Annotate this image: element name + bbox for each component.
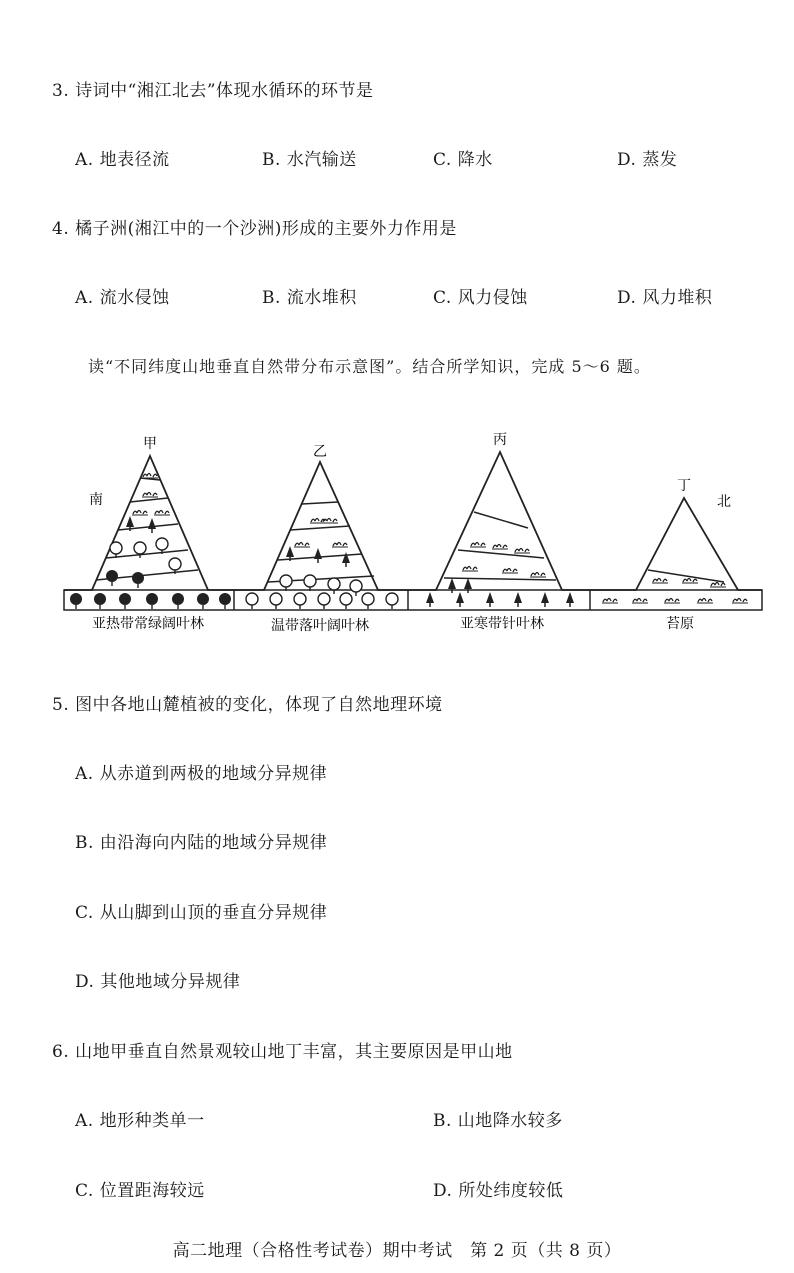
q4-option-c[interactable]: C. 风力侵蚀: [433, 288, 528, 308]
zone-label-subtropical: 亚热带常绿阔叶林: [92, 616, 204, 632]
vertical-zone-figure: [0, 420, 794, 665]
zone-label-tundra: 苔原: [666, 616, 694, 632]
q6-option-d[interactable]: D. 所处纬度较低: [433, 1181, 564, 1201]
zone-label-temperate: 温带落叶阔叶林: [271, 618, 369, 634]
q4-option-a[interactable]: A. 流水侵蚀: [75, 288, 170, 308]
label-ding: 丁: [677, 478, 691, 494]
page-footer: 高二地理（合格性考试卷）期中考试 第 2 页（共 8 页）: [172, 1241, 622, 1261]
zone-label-subarctic: 亚寒带针叶林: [460, 616, 544, 632]
question-4-stem: 4. 橘子洲(湘江中的一个沙洲)形成的主要外力作用是: [52, 219, 457, 239]
q4-option-d[interactable]: D. 风力堆积: [617, 288, 713, 308]
question-6-stem: 6. 山地甲垂直自然景观较山地丁丰富，其主要原因是甲山地: [52, 1042, 513, 1062]
q6-option-b[interactable]: B. 山地降水较多: [433, 1111, 563, 1131]
figure-intro: 读“不同纬度山地垂直自然带分布示意图”。结合所学知识，完成 5～6 题。: [88, 357, 651, 376]
q6-option-a[interactable]: A. 地形种类单一: [75, 1111, 205, 1131]
q3-option-d[interactable]: D. 蒸发: [617, 150, 678, 170]
label-bing: 丙: [493, 432, 507, 448]
label-yi: 乙: [313, 444, 327, 460]
q5-option-c[interactable]: C. 从山脚到山顶的垂直分异规律: [75, 903, 328, 923]
label-south: 南: [89, 492, 103, 508]
base-strip: [64, 590, 762, 610]
q3-option-b[interactable]: B. 水汽输送: [262, 150, 357, 170]
q3-option-c[interactable]: C. 降水: [433, 150, 493, 170]
label-north: 北: [717, 494, 731, 510]
q5-option-d[interactable]: D. 其他地域分异规律: [75, 972, 241, 992]
q4-option-b[interactable]: B. 流水堆积: [262, 288, 357, 308]
q3-option-a[interactable]: A. 地表径流: [75, 150, 170, 170]
q6-option-c[interactable]: C. 位置距海较远: [75, 1181, 205, 1201]
question-3-stem: 3. 诗词中“湘江北去”体现水循环的环节是: [52, 81, 374, 101]
q5-option-a[interactable]: A. 从赤道到两极的地域分异规律: [75, 764, 328, 784]
question-5-stem: 5. 图中各地山麓植被的变化，体现了自然地理环境: [52, 695, 443, 715]
q5-option-b[interactable]: B. 由沿海向内陆的地域分异规律: [75, 833, 328, 853]
label-jia: 甲: [143, 436, 157, 452]
